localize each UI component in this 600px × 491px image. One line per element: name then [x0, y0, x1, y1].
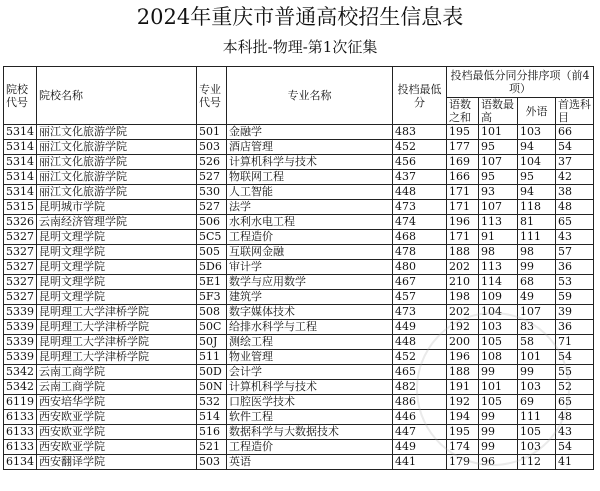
cell-first-subject: 36 [556, 320, 594, 335]
cell-major-code: 527 [197, 170, 227, 185]
cell-major-code: 50N [197, 380, 227, 395]
cell-min-score: 446 [393, 410, 447, 425]
cell-first-subject: 59 [556, 290, 594, 305]
cell-school-name: 昆明理工大学津桥学院 [37, 305, 197, 320]
page-title: 2024年重庆市普通高校招生信息表 [136, 5, 464, 29]
cell-max-chinese-math: 99 [479, 425, 518, 440]
cell-first-subject: 65 [556, 215, 594, 230]
cell-max-chinese-math: 98 [479, 245, 518, 260]
cell-major-name: 口腔医学技术 [227, 395, 393, 410]
cell-foreign-language: 83 [518, 320, 556, 335]
cell-min-score: 482 [393, 380, 447, 395]
cell-max-chinese-math: 107 [479, 155, 518, 170]
table-body [4, 125, 594, 470]
cell-max-chinese-math: 93 [479, 185, 518, 200]
cell-major-code: 501 [197, 125, 227, 140]
table-row [4, 230, 594, 245]
cell-max-chinese-math: 104 [479, 305, 518, 320]
cell-foreign-language: 94 [518, 140, 556, 155]
cell-foreign-language: 111 [518, 410, 556, 425]
cell-first-subject: 54 [556, 350, 594, 365]
cell-school-code: 5314 [4, 155, 37, 170]
cell-first-subject: 37 [556, 155, 594, 170]
cell-school-name: 昆明文理学院 [37, 275, 197, 290]
cell-major-name: 工程造价 [227, 230, 393, 245]
header-sum-chinese-math: 语数之和 [447, 98, 479, 125]
cell-max-chinese-math: 103 [479, 320, 518, 335]
cell-major-code: 50C [197, 320, 227, 335]
table-row [4, 365, 594, 380]
cell-school-name: 昆明理工大学津桥学院 [37, 350, 197, 365]
cell-min-score: 480 [393, 260, 447, 275]
cell-min-score: 448 [393, 335, 447, 350]
cell-foreign-language: 58 [518, 335, 556, 350]
cell-major-name: 酒店管理 [227, 140, 393, 155]
cell-major-code: 505 [197, 245, 227, 260]
cell-school-code: 5327 [4, 260, 37, 275]
cell-major-name: 互联网金融 [227, 245, 393, 260]
cell-first-subject: 42 [556, 170, 594, 185]
cell-major-name: 物联网工程 [227, 170, 393, 185]
cell-first-subject: 39 [556, 305, 594, 320]
cell-sum-chinese-math: 210 [447, 275, 479, 290]
cell-first-subject: 38 [556, 185, 594, 200]
cell-school-name: 云南工商学院 [37, 380, 197, 395]
cell-max-chinese-math: 101 [479, 125, 518, 140]
cell-school-code: 5327 [4, 245, 37, 260]
cell-school-code: 5327 [4, 230, 37, 245]
cell-sum-chinese-math: 171 [447, 185, 479, 200]
cell-school-code: 5315 [4, 200, 37, 215]
cell-major-code: 5F3 [197, 290, 227, 305]
header-major-name: 专业名称 [227, 67, 393, 125]
cell-min-score: 449 [393, 320, 447, 335]
cell-major-name: 审计学 [227, 260, 393, 275]
table-row [4, 155, 594, 170]
cell-foreign-language: 99 [518, 260, 556, 275]
cell-first-subject: 53 [556, 275, 594, 290]
table-row [4, 215, 594, 230]
cell-max-chinese-math: 96 [479, 455, 518, 470]
cell-school-code: 5339 [4, 335, 37, 350]
page-subtitle: 本科批-物理-第1次征集 [222, 38, 378, 56]
cell-max-chinese-math: 99 [479, 440, 518, 455]
cell-foreign-language: 104 [518, 155, 556, 170]
cell-first-subject: 71 [556, 335, 594, 350]
header-major-code: 专业代号 [197, 67, 227, 125]
cell-foreign-language: 105 [518, 425, 556, 440]
cell-major-code: 521 [197, 440, 227, 455]
cell-major-name: 英语 [227, 455, 393, 470]
cell-max-chinese-math: 95 [479, 140, 518, 155]
cell-school-name: 昆明文理学院 [37, 230, 197, 245]
cell-major-name: 水利水电工程 [227, 215, 393, 230]
cell-max-chinese-math: 99 [479, 365, 518, 380]
cell-min-score: 437 [393, 170, 447, 185]
cell-foreign-language: 49 [518, 290, 556, 305]
cell-sum-chinese-math: 202 [447, 305, 479, 320]
cell-school-code: 5327 [4, 290, 37, 305]
cell-sum-chinese-math: 192 [447, 395, 479, 410]
cell-foreign-language: 103 [518, 380, 556, 395]
cell-major-code: 503 [197, 455, 227, 470]
header-min-score: 投档最低分 [393, 67, 447, 125]
cell-sum-chinese-math: 171 [447, 230, 479, 245]
table-row [4, 395, 594, 410]
table-row [4, 170, 594, 185]
cell-max-chinese-math: 95 [479, 170, 518, 185]
cell-major-code: 506 [197, 215, 227, 230]
cell-school-code: 5339 [4, 350, 37, 365]
cell-major-name: 计算机科学与技术 [227, 155, 393, 170]
table-row [4, 425, 594, 440]
cell-school-name: 丽江文化旅游学院 [37, 140, 197, 155]
cell-max-chinese-math: 105 [479, 335, 518, 350]
cell-min-score: 449 [393, 440, 447, 455]
cell-major-name: 数字媒体技术 [227, 305, 393, 320]
table-row [4, 410, 594, 425]
cell-major-code: 50D [197, 365, 227, 380]
cell-sum-chinese-math: 166 [447, 170, 479, 185]
cell-school-name: 丽江文化旅游学院 [37, 155, 197, 170]
header-school-name: 院校名称 [37, 67, 197, 125]
cell-foreign-language: 98 [518, 245, 556, 260]
cell-max-chinese-math: 113 [479, 260, 518, 275]
cell-sum-chinese-math: 194 [447, 410, 479, 425]
cell-school-code: 5339 [4, 320, 37, 335]
cell-max-chinese-math: 105 [479, 395, 518, 410]
cell-first-subject: 43 [556, 425, 594, 440]
cell-min-score: 456 [393, 155, 447, 170]
cell-max-chinese-math: 113 [479, 215, 518, 230]
cell-sum-chinese-math: 171 [447, 200, 479, 215]
cell-max-chinese-math: 107 [479, 200, 518, 215]
header-max-chinese-math: 语数最高 [479, 98, 518, 125]
cell-school-code: 5314 [4, 170, 37, 185]
cell-major-code: 5D6 [197, 260, 227, 275]
cell-first-subject: 43 [556, 230, 594, 245]
cell-major-name: 工程造价 [227, 440, 393, 455]
cell-school-code: 5342 [4, 380, 37, 395]
table-row [4, 200, 594, 215]
cell-major-code: 527 [197, 200, 227, 215]
cell-min-score: 467 [393, 275, 447, 290]
cell-school-name: 昆明理工大学津桥学院 [37, 320, 197, 335]
table-row [4, 290, 594, 305]
cell-major-code: 530 [197, 185, 227, 200]
cell-major-name: 数学与应用数学 [227, 275, 393, 290]
cell-foreign-language: 103 [518, 440, 556, 455]
admission-table [3, 66, 594, 470]
cell-school-code: 5339 [4, 305, 37, 320]
table-row [4, 260, 594, 275]
cell-school-code: 6133 [4, 440, 37, 455]
cell-school-code: 6133 [4, 425, 37, 440]
cell-min-score: 468 [393, 230, 447, 245]
cell-max-chinese-math: 114 [479, 275, 518, 290]
cell-min-score: 452 [393, 350, 447, 365]
cell-foreign-language: 99 [518, 365, 556, 380]
cell-foreign-language: 101 [518, 350, 556, 365]
cell-sum-chinese-math: 196 [447, 215, 479, 230]
header-tiebreak-group: 投档最低分同分排序项（前4项） [447, 67, 594, 98]
cell-sum-chinese-math: 177 [447, 140, 479, 155]
cell-school-code: 5327 [4, 275, 37, 290]
cell-major-name: 会计学 [227, 365, 393, 380]
table-row [4, 380, 594, 395]
cell-major-code: 508 [197, 305, 227, 320]
cell-major-name: 人工智能 [227, 185, 393, 200]
cell-foreign-language: 103 [518, 125, 556, 140]
cell-school-name: 云南工商学院 [37, 365, 197, 380]
table-row [4, 455, 594, 470]
cell-sum-chinese-math: 195 [447, 425, 479, 440]
table-row [4, 275, 594, 290]
cell-major-code: 511 [197, 350, 227, 365]
cell-first-subject: 57 [556, 245, 594, 260]
cell-sum-chinese-math: 174 [447, 440, 479, 455]
cell-min-score: 465 [393, 365, 447, 380]
cell-max-chinese-math: 99 [479, 410, 518, 425]
cell-first-subject: 41 [556, 455, 594, 470]
cell-school-code: 6133 [4, 410, 37, 425]
cell-first-subject: 48 [556, 200, 594, 215]
cell-foreign-language: 107 [518, 305, 556, 320]
cell-first-subject: 66 [556, 125, 594, 140]
cell-min-score: 473 [393, 200, 447, 215]
cell-foreign-language: 112 [518, 455, 556, 470]
cell-max-chinese-math: 91 [479, 230, 518, 245]
cell-min-score: 478 [393, 245, 447, 260]
cell-major-code: 5E1 [197, 275, 227, 290]
cell-first-subject: 55 [556, 365, 594, 380]
cell-foreign-language: 81 [518, 215, 556, 230]
cell-foreign-language: 94 [518, 185, 556, 200]
cell-foreign-language: 68 [518, 275, 556, 290]
cell-first-subject: 65 [556, 395, 594, 410]
cell-foreign-language: 69 [518, 395, 556, 410]
cell-min-score: 452 [393, 140, 447, 155]
cell-school-name: 西安欧亚学院 [37, 410, 197, 425]
cell-min-score: 457 [393, 290, 447, 305]
cell-min-score: 448 [393, 185, 447, 200]
cell-school-code: 5342 [4, 365, 37, 380]
cell-school-name: 昆明文理学院 [37, 245, 197, 260]
table-row [4, 350, 594, 365]
table-row [4, 440, 594, 455]
cell-foreign-language: 111 [518, 230, 556, 245]
cell-first-subject: 52 [556, 380, 594, 395]
cell-school-code: 5326 [4, 215, 37, 230]
cell-sum-chinese-math: 191 [447, 380, 479, 395]
table-row [4, 185, 594, 200]
cell-major-name: 物业管理 [227, 350, 393, 365]
cell-school-name: 丽江文化旅游学院 [37, 170, 197, 185]
cell-major-name: 计算机科学与技术 [227, 380, 393, 395]
cell-school-code: 5314 [4, 125, 37, 140]
cell-major-name: 测绘工程 [227, 335, 393, 350]
cell-first-subject: 54 [556, 140, 594, 155]
cell-max-chinese-math: 108 [479, 350, 518, 365]
table-row [4, 335, 594, 350]
cell-school-name: 昆明文理学院 [37, 260, 197, 275]
cell-major-code: 526 [197, 155, 227, 170]
cell-sum-chinese-math: 179 [447, 455, 479, 470]
cell-first-subject: 54 [556, 440, 594, 455]
cell-min-score: 483 [393, 125, 447, 140]
cell-max-chinese-math: 109 [479, 290, 518, 305]
cell-major-code: 514 [197, 410, 227, 425]
cell-sum-chinese-math: 188 [447, 245, 479, 260]
cell-school-name: 昆明文理学院 [37, 290, 197, 305]
cell-school-name: 昆明城市学院 [37, 200, 197, 215]
table-row [4, 125, 594, 140]
header-foreign-language: 外语 [518, 98, 556, 125]
cell-major-code: 50J [197, 335, 227, 350]
cell-max-chinese-math: 101 [479, 380, 518, 395]
cell-foreign-language: 118 [518, 200, 556, 215]
cell-major-code: 532 [197, 395, 227, 410]
cell-major-name: 软件工程 [227, 410, 393, 425]
header-first-subject: 首选科目 [556, 98, 594, 125]
cell-major-code: 516 [197, 425, 227, 440]
cell-school-name: 丽江文化旅游学院 [37, 125, 197, 140]
cell-school-name: 西安欧亚学院 [37, 440, 197, 455]
header-school-code: 院校代号 [4, 67, 37, 125]
table-row [4, 320, 594, 335]
cell-school-name: 昆明理工大学津桥学院 [37, 335, 197, 350]
cell-min-score: 447 [393, 425, 447, 440]
cell-sum-chinese-math: 196 [447, 350, 479, 365]
cell-min-score: 473 [393, 305, 447, 320]
cell-school-name: 西安培华学院 [37, 395, 197, 410]
cell-sum-chinese-math: 200 [447, 335, 479, 350]
table-row [4, 140, 594, 155]
cell-major-name: 法学 [227, 200, 393, 215]
cell-first-subject: 48 [556, 410, 594, 425]
cell-school-code: 6119 [4, 395, 37, 410]
cell-major-name: 金融学 [227, 125, 393, 140]
cell-min-score: 474 [393, 215, 447, 230]
cell-foreign-language: 95 [518, 170, 556, 185]
cell-school-code: 5314 [4, 140, 37, 155]
cell-school-code: 5314 [4, 185, 37, 200]
cell-sum-chinese-math: 195 [447, 125, 479, 140]
cell-major-code: 503 [197, 140, 227, 155]
cell-major-code: 5C5 [197, 230, 227, 245]
cell-min-score: 486 [393, 395, 447, 410]
cell-sum-chinese-math: 169 [447, 155, 479, 170]
cell-first-subject: 36 [556, 260, 594, 275]
cell-sum-chinese-math: 188 [447, 365, 479, 380]
cell-school-name: 丽江文化旅游学院 [37, 185, 197, 200]
cell-school-name: 西安欧亚学院 [37, 425, 197, 440]
cell-major-name: 数据科学与大数据技术 [227, 425, 393, 440]
table-row [4, 305, 594, 320]
cell-major-name: 给排水科学与工程 [227, 320, 393, 335]
cell-sum-chinese-math: 192 [447, 320, 479, 335]
cell-sum-chinese-math: 198 [447, 290, 479, 305]
table-row [4, 245, 594, 260]
cell-school-name: 云南经济管理学院 [37, 215, 197, 230]
cell-school-name: 西安翻译学院 [37, 455, 197, 470]
cell-school-code: 6134 [4, 455, 37, 470]
cell-sum-chinese-math: 202 [447, 260, 479, 275]
cell-major-name: 建筑学 [227, 290, 393, 305]
cell-min-score: 441 [393, 455, 447, 470]
